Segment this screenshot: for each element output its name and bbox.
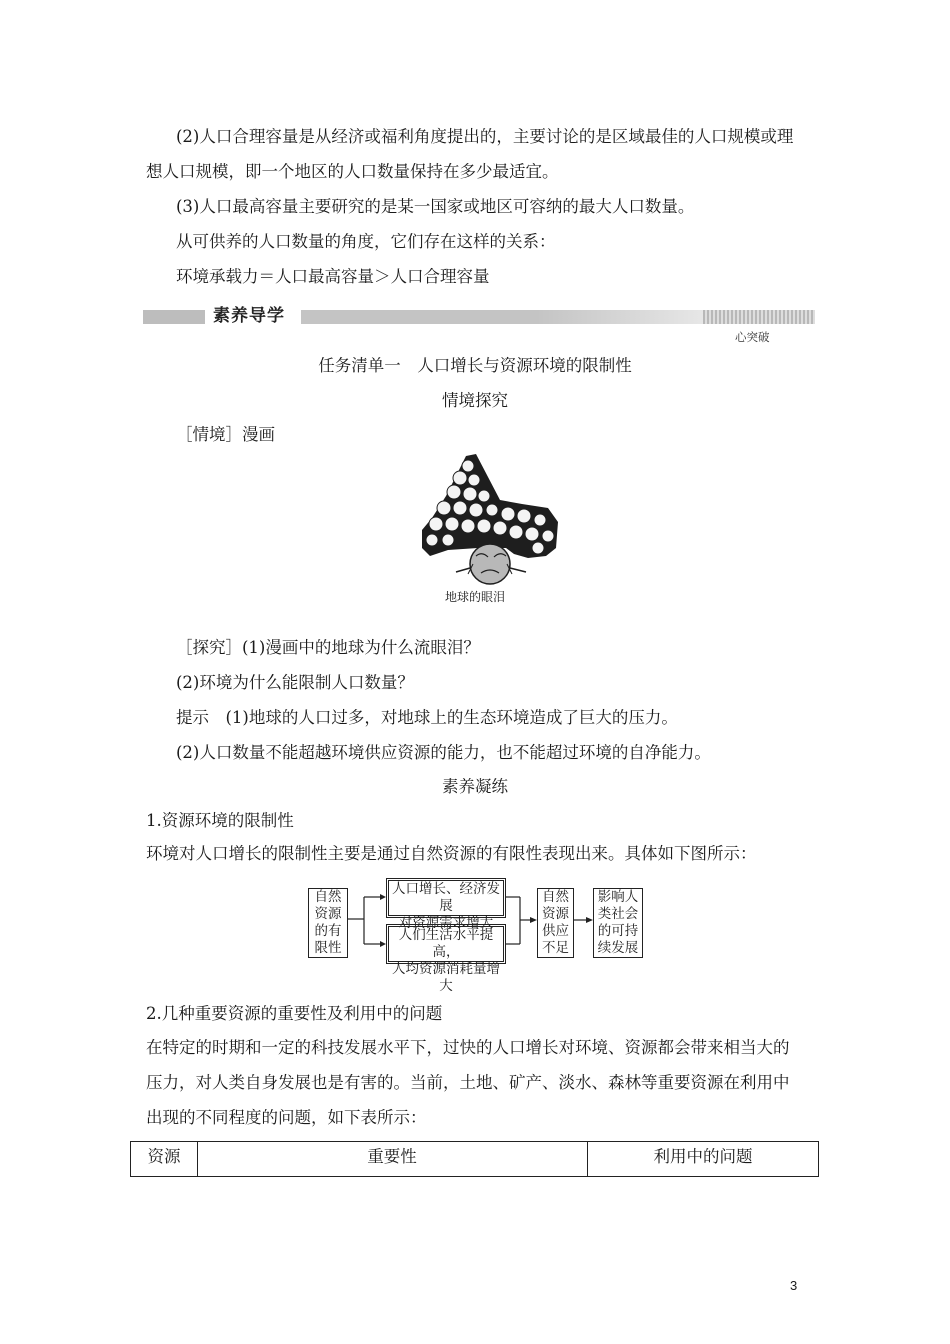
flow-box-consumption-growth: [386, 924, 506, 994]
section-banner: [143, 306, 815, 344]
flow-box-2-line-2: 对资源需求增大: [398, 915, 494, 931]
task-heading: 任务清单一 人口增长与资源环境的限制性: [318, 356, 632, 375]
table-header-resource: 资源: [131, 1142, 198, 1176]
para-4: 从可供养的人口数量的角度，它们存在这样的关系：: [176, 232, 556, 251]
section-1-text: 环境对人口增长的限制性主要是通过自然资源的有限性表现出来。具体如下图所示：: [146, 844, 757, 863]
scenario-label: ［情境］漫画: [176, 425, 275, 444]
resource-table: [130, 1141, 819, 1177]
para-3: (3)人口最高容量主要研究的是某一国家或地区可容纳的最大人口数量。: [176, 197, 695, 216]
flow-box-supply-shortage: [537, 888, 574, 958]
section-2-line-3: 出现的不同程度的问题，如下表所示：: [146, 1108, 427, 1127]
table-header-problems: 利用中的问题: [653, 1147, 753, 1166]
page-number: 3: [790, 1278, 798, 1293]
section-2-line-2: 压力，对人类自身发展也是有害的。当前，土地、矿产、淡水、森林等重要资源在利用中: [146, 1073, 790, 1092]
flow-box-4-line-2: 资源: [542, 906, 569, 922]
flow-box-4-line-1: 自然: [542, 889, 569, 905]
hint-2: (2)人口数量不能超越环境供应资源的能力，也不能超过环境的自净能力。: [176, 743, 711, 762]
section-1-title: 1.资源环境的限制性: [146, 811, 294, 830]
banner-title: 素养导学: [213, 306, 285, 326]
flow-box-5-line-1: 影响人: [597, 889, 639, 905]
flow-box-1-line-2: 资源: [314, 906, 342, 922]
cartoon-caption: 地球的眼泪: [444, 590, 505, 604]
question-2: (2)环境为什么能限制人口数量？: [176, 673, 414, 692]
table-header-importance: 重要性: [197, 1142, 588, 1176]
flow-box-1-line-4: 限性: [314, 940, 342, 956]
flow-box-finite-resources: [308, 888, 348, 958]
banner-subtitle: 心突破: [735, 330, 770, 344]
banner-band-left: [143, 310, 205, 324]
section-2-title: 2.几种重要资源的重要性及利用中的问题: [146, 1004, 443, 1023]
para-2-line-1: (2)人口合理容量是从经济或福利角度提出的，主要讨论的是区域最佳的人口规模或理: [176, 127, 794, 146]
flow-box-4-line-3: 供应: [542, 923, 569, 939]
flow-box-3-line-1: 人们生活水平提高，: [398, 927, 494, 960]
banner-band-right: [703, 310, 815, 324]
cartoon-earth-tears-image: [418, 452, 564, 587]
flow-box-1-line-1: 自然: [314, 889, 342, 905]
para-2-line-2: 想人口规模，即一个地区的人口数量保持在多少最适宜。: [146, 162, 559, 181]
flow-box-demand-growth: [386, 878, 506, 931]
flow-box-1-line-3: 的有: [314, 923, 342, 939]
flow-box-5-line-3: 的可持: [597, 923, 639, 939]
question-1: ［探究］(1)漫画中的地球为什么流眼泪？: [176, 638, 480, 657]
task-subheading: 情境探究: [442, 391, 508, 410]
flow-box-5-line-2: 类社会: [597, 906, 639, 922]
section-heading: 素养凝练: [442, 777, 508, 796]
flow-box-5-line-4: 续发展: [597, 940, 639, 956]
hint-1: 提示 (1)地球的人口过多，对地球上的生态环境造成了巨大的压力。: [176, 708, 678, 727]
relation-formula: 环境承载力＝人口最高容量＞人口合理容量: [176, 267, 490, 286]
banner-band-middle: [301, 310, 729, 324]
section-2-line-1: 在特定的时期和一定的科技发展水平下，过快的人口增长对环境、资源都会带来相当大的: [146, 1038, 790, 1057]
flow-box-2-line-1: 人口增长、经济发展: [392, 881, 500, 914]
flow-box-sustainable-impact: [593, 888, 643, 958]
flow-box-4-line-4: 不足: [542, 940, 569, 956]
flow-box-3-line-2: 人均资源消耗量增大: [392, 961, 500, 994]
